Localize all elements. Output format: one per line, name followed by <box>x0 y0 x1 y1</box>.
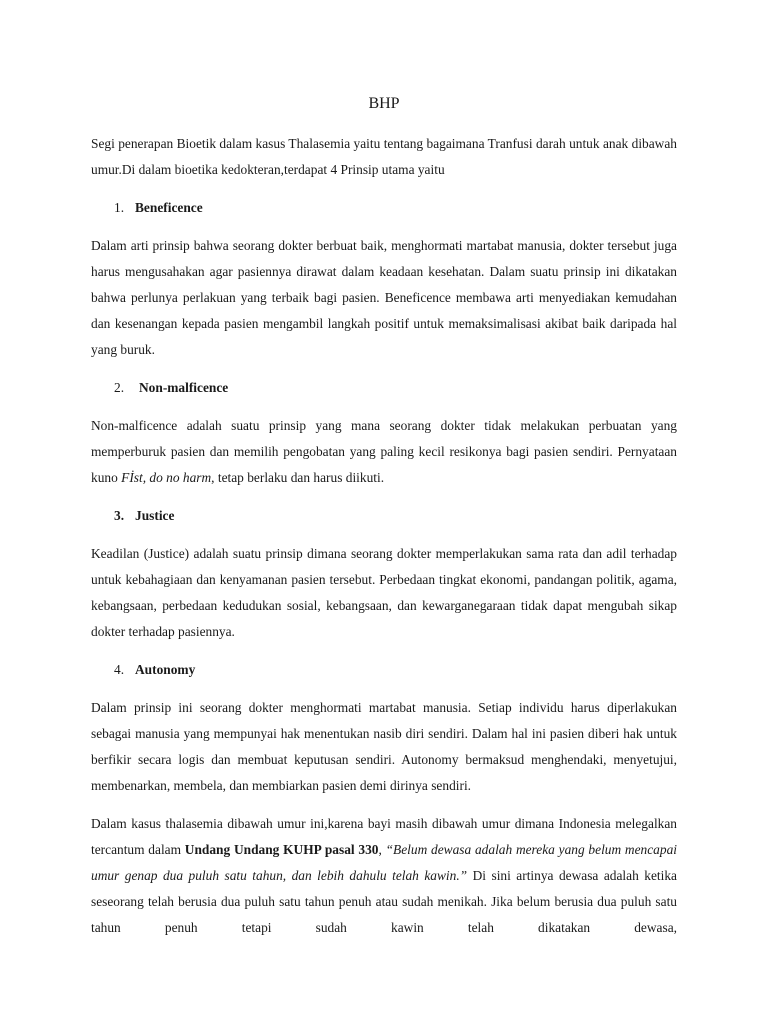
section-title: Beneficence <box>135 200 203 215</box>
section-heading-non-malficence <box>91 375 677 401</box>
section-title: Autonomy <box>135 662 196 677</box>
body-text: Dalam kasus thalasemia dibawah umur ini,karena bayi masih dibawah umur dimana Indonesia melegalkan tercantum dalam <box>91 816 677 857</box>
body-text: Di sini artinya dewasa adalah ketika seseorang telah berusia dua puluh satu tahun penuh atau sudah menikah. Jika belum berusia dua puluh satu tahun penuh tetapi sudah kawin telah dikatakan dewasa, <box>91 868 677 935</box>
section-number: 1. <box>114 200 125 215</box>
section-title: Justice <box>135 508 175 523</box>
intro-paragraph: Segi penerapan Bioetik dalam kasus Thalasemia yaitu tentang bagaimana Tranfusi darah untuk anak dibawah umur.Di dalam bioetika kedokteran,terdapat 4 Prinsip utama yaitu <box>91 136 677 177</box>
body-text: , tetap berlaku dan harus diikuti. <box>211 470 385 485</box>
section-heading-justice <box>91 503 677 529</box>
closing-paragraph <box>91 811 677 941</box>
section-heading-beneficence <box>91 195 677 221</box>
document-content <box>91 93 677 953</box>
section-number: 2. <box>114 380 125 395</box>
section-body-justice: Keadilan (Justice) adalah suatu prinsip dimana seorang dokter memperlakukan sama rata dan adil terhadap untuk kebahagiaan dan kenyamanan pasien tersebut. Perbedaan tingkat ekonomi, pandangan politik, agama, kebangsaan, perbedaan kedudukan sosial, kebangsaan, dan kewarganegaraan tidak dapat mengubah sikap dokter terhadap pasiennya. <box>91 546 677 639</box>
section-body-autonomy: Dalam prinsip ini seorang dokter menghormati martabat manusia. Setiap individu harus diperlakukan sebagai manusia yang mempunyai hak menentukan nasib diri sendiri. Dalam hal ini pasien diberi hak untuk berfikir secara logis dan membuat keputusan sendiri. Autonomy bermaksud menghendaki, menyetujui, membenarkan, membela, dan membiarkan pasien demi dirinya sendiri. <box>91 700 677 793</box>
section-number: 3. <box>114 508 125 523</box>
law-quote: “Belum dewasa adalah mereka yang belum mencapai umur genap dua puluh satu tahun, dan lebih dahulu telah kawin.” <box>91 842 677 883</box>
law-reference: Undang Undang KUHP pasal 330 <box>184 842 379 857</box>
body-text: , <box>378 842 386 857</box>
quote-italic: Fİst, do no harm <box>121 470 212 485</box>
document-title: BHP <box>368 95 400 112</box>
section-heading-autonomy <box>91 657 677 683</box>
section-title: Non-malficence <box>139 380 229 395</box>
section-body-non-malficence <box>91 413 677 491</box>
section-number: 4. <box>114 662 125 677</box>
body-text: Non-malficence adalah suatu prinsip yang mana seorang dokter tidak melakukan perbuatan yang memperburuk pasien dan memilih pengobatan yang paling kecil resikonya bagi pasien sendiri. Pernyataan kuno <box>91 418 677 485</box>
section-body-beneficence: Dalam arti prinsip bahwa seorang dokter berbuat baik, menghormati martabat manusia, dokter tersebut juga harus mengusahakan agar pasiennya dirawat dalam keadaan kesehatan. Dalam suatu prinsip ini dikatakan bahwa perlunya perlakuan yang terbaik bagi pasien. Beneficence membawa arti menyediakan kemudahan dan kesenangan kepada pasien mengambil langkah positif untuk memaksimalisasi akibat baik daripada hal yang buruk. <box>91 238 677 357</box>
